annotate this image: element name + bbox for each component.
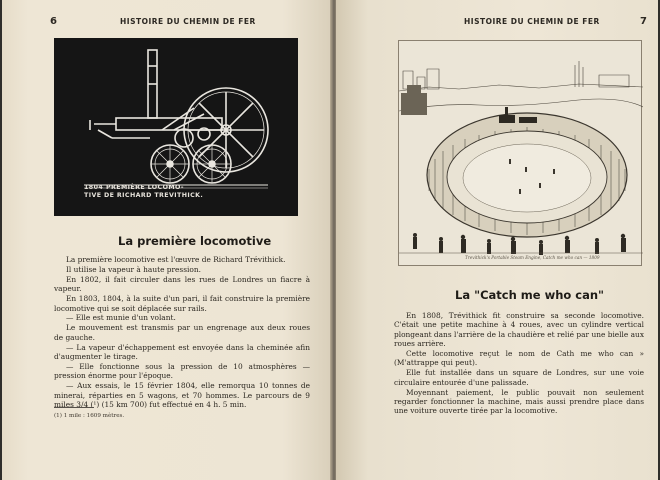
paragraph: — Aux essais, le 15 février 1804, elle remorqua 10 tonnes de minerai, réparties en 5 wagons, et 70 hommes. Le parcours de 9 miles 3/4 (¹) (15 km 700) fut effectué en 4 h. 5 min.	[54, 381, 310, 409]
caption-year: 1804	[84, 184, 104, 191]
paragraph: La première locomotive est l'œuvre de Richard Trévithick.	[66, 255, 286, 264]
footnote: (1) 1 mile : 1609 mètres.	[54, 413, 125, 419]
running-head-left: HISTOIRE DU CHEMIN DE FER	[120, 17, 256, 26]
running-head-right: HISTOIRE DU CHEMIN DE FER	[464, 17, 600, 26]
page-number-right: 7	[640, 16, 647, 27]
paragraph: En 1808, Trévithick fit construire sa seconde locomotive. C'était une petite machine à 4 roues, avec un cylindre vertical plongeant dans l'arrière de la chaudière et relié par une bielle aux roues arrière.	[394, 311, 644, 349]
caption-line-2: TIVE DE RICHARD TREVITHICK.	[84, 192, 204, 199]
section-title-left: La première locomotive	[118, 234, 272, 248]
paragraph: — Elle est munie d'un volant.	[66, 313, 176, 323]
paragraph: En 1803, 1804, à la suite d'un pari, il fait construire la première locomotive qui se soit déplacée sur rails.	[54, 294, 310, 313]
paragraph: Cette locomotive reçut le nom de Cath me who can » (M'attrappe qui peut).	[394, 348, 644, 368]
body-text-right	[394, 311, 644, 416]
paragraph: Moyennant paiement, le public pouvait non seulement regarder fonctionner la machine, mais aussi prendre place dans une voiture ouverte tirée par la locomotive.	[394, 387, 644, 416]
circular-track-drawing	[399, 41, 643, 267]
caption-line-1: PREMIÈRE LOCOMO-	[106, 184, 184, 191]
paragraph: En 1802, il fait circuler dans les rues de Londres un fiacre à vapeur.	[54, 274, 310, 294]
figure-caption	[84, 184, 244, 200]
engraving-signature: Trevithick's Portable Steam Engine, Catch me who can — 1809	[465, 255, 600, 260]
footnote-rule	[54, 407, 94, 408]
paragraph: Elle fut installée dans un square de Londres, sur une voie circulaire entourée d'une palissade.	[394, 368, 644, 387]
paragraph: — Elle fonctionne sous la pression de 10 atmosphères — pression énorme pour l'époque.	[54, 361, 310, 381]
locomotive-illustration	[54, 38, 298, 216]
catch-me-who-can-engraving	[398, 40, 642, 266]
section-title-right: La "Catch me who can"	[455, 288, 605, 302]
paragraph: Le mouvement est transmis par un engrenage aux deux roues de gauche.	[54, 323, 310, 342]
left-page	[2, 0, 332, 480]
body-text-left	[54, 255, 310, 409]
paragraph: — La vapeur d'échappement est envoyée dans la cheminée afin d'augmenter le tirage.	[54, 342, 310, 361]
paragraph: Il utilise la vapeur à haute pression.	[66, 264, 201, 274]
page-number-left: 6	[50, 16, 57, 27]
